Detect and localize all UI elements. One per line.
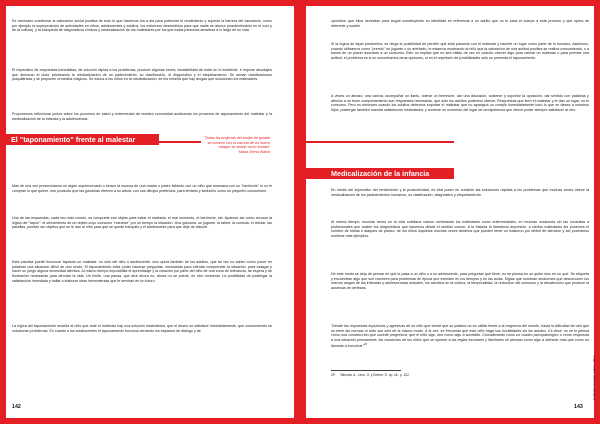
footnote-reference: 29: [363, 342, 367, 346]
left-paragraph-2: El imperativo de respuestas inmediatas, de solución rápida a los problemas, produce algunas veces, inestabilidad de estar en el ambiente, e impone abordajes que demoran el dolor priorizando la medicalización de un padecimiento, su clasificación, el diagnóstico y el etiquetamiento. Se arman clasificaciones psiquiátricas y se proponen remedios mágicos. Se educa a los niños en la medicalización, se les enseña que hay drogas que solucionan los malestares.: [12, 68, 272, 82]
left-page: [6, 6, 294, 418]
side-running-title: Cuidados en juego, salud y niñez: [592, 355, 596, 400]
page-number-left: 142: [12, 404, 21, 410]
left-paragraph-4: Más de una vez presenciamos en algún supermercado o kiosco la escena de una madre o padre lidiando con un niño que amenaza con un "berrinche" si no le compran lo que quiere, ese producto que las góndolas ofrecen a su altura, con sus dibujos preferidos, para tentarlo y seducirlo como un pequeño consumidor.: [12, 184, 272, 193]
left-paragraph-7: La lógica del taponamiento enseña al niño que ante el malestar hay una solución instantánea, que el deseo se satisface inmediatamente, que consumiendo se solucionan problemas. En cuanto a los adolescentes el taponamiento funciona cerrando los espacios de diálogo y de: [12, 324, 272, 333]
section-heading-taponamiento: El "taponamiento" frente al malestar: [6, 134, 159, 145]
footnote-divider: [331, 370, 401, 371]
pull-quote: [200, 136, 270, 154]
left-paragraph-1: Es necesario cuestionar la valoración social positiva de todo lo que hacemos día a día para potenciar el rendimiento y superar la barrera del cansancio, como por ejemplo la superposición de actividades en niños, adolescentes y adultos, los esfuerzos desmedidos para que nadie se aburra (manteniéndolo en el ocio y de la cultura), y la búsqueda de diagnósticos clínicos y medicalización de los malestares por los que todas personas atraviesa a lo largo de su vida.: [12, 19, 272, 33]
footnote-number: 29: [331, 373, 335, 377]
section-heading-rule-right: [306, 141, 454, 143]
right-paragraph-2: Si la lógica de tapar predomina, se niega la posibilidad de percibir qué está pasando con el malestar y hacerle un lugar como parte de lo humano. Asimismo, cuando utilizamos como "premio" un juguete o un artefacto, le estamos mostrando al niño que la valoración de una actitud positiva se realiza consumiendo, o a través de un placer asociado a un consumo. Esto no implica que no sea válido de vez en cuando ofrecer algo para calmar un malestar o para premiar una actitud, el problema es si no encontramos otras opciones, si en el repertorio de posibilidades sólo se presenta el taponamiento.: [331, 42, 589, 61]
pull-quote-author: María Elena Walsh: [238, 149, 270, 154]
right-paragraph-4: En medio del imperativo del rendimiento y la productividad, es vital poner en cuestión las soluciones rápidas a los problemas que muchas veces ofrece la medicalización de los padecimientos humanos, su clasificación, diagnóstico y etiquetamiento.: [331, 188, 589, 197]
right-paragraph-5: Al mismo tiempo, muchas veces en la vida cotidiana vamos nombrando los malestares como enfermedades, en muchas ocasiones sin las consultas a profesionales que avalen los diagnósticos que hacemos desde el sentido común. A la tristeza la llamamos depresión, a ciertos malestares les ponemos el nombre de fobias o ataques de pánico, de los niños inquietos muchas veces decimos que pueden tener un trastorno por déficit de atención y así podríamos nombrar más ejemplos.: [331, 220, 589, 239]
left-paragraph-3: Proponemos reflexionar juntos sobre los procesos de salud y enfermedad de nuestra comunidad analizando los procesos de taponamiento del malestar y la medicalización de la infancia y la adolescencia.: [12, 112, 272, 121]
right-page: [306, 6, 594, 418]
pull-quote-text: "Todas las brujerías del brujito de guiddo se curaron con la vacuna de un nuevo milagro se acabo como tocaba": [203, 136, 270, 150]
footnote-text: Taborda, A., Leoz, G. y Dreher, G. op. cit., p. 102.: [340, 373, 410, 377]
right-quote-text: "Desde las respuestas impulsivas y agresivas de un niño que siente que su palabra no es válida frente a la exigencia del mundo, hasta la dificultad de otro que no tiene las normas ni todo son sólo de la mismo modo. A la vez, se frecuenta que este niño haga sus hostilidades sin los adultos. Es decir, no se le piensa como una construcción que sucede progresiva, que el niño sigo, otro como algo a sucedido. Considerando como un cuadro psicopatológico o como respuesta a una situación permanente, las conductas de los niños que se oponen a las reglas escolares y familiares se piensan como algo a silenciar más que como un llamado a escuchar": [331, 324, 589, 349]
right-quote-paragraph: [331, 324, 589, 349]
right-paragraph-3: A veces un abrazo, una caricia, acompañar un llanto, tolerar un berrinche, dar una discusión, sostener y soportar la oposición, dar sentido con palabras y afectos a un buen comportamiento son respuestas necesarias, que sólo los adultos podemos ofrecer. Respuestas que leen el malestar y le dan un lugar, no el consumo. Pero es entonces cuando los adultos debemos soportar el malestar que no apacigua un cumplir inmediatamente todo lo que se desea a nuestros hijos, postergar también nuestra satisfacción instantánea, y correrse un momento del lugar de omnipotencia que ofrece poder siempre satisfacer al otro.: [331, 94, 589, 113]
section-heading-medicalizacion: Medicalización de la infancia: [306, 168, 454, 179]
page-number-right: 143: [574, 404, 583, 410]
left-paragraph-6: Esta práctica puede funcionar tapando un malestar, no sólo del niño o adolescente, sino quizá también de los adultos, que tal vez no saben cómo poner en palabras una situación difícil de otro modo. El taponamiento evita poder hacerse preguntas, necesarias para intentar comprender la situación, para indagar y hacer un juego alguna necesidad afectiva. Al mismo tiempo imposibilita el aprendizaje y la creación por parte del niño de una zona de tolerancia, de espera y de frustración necesarias para afrontar la vida. Un límite, una pausa, que dice ahora no, ahora no se puede, en otro momento. La posibilidad de postergar la satisfacción inmediata y hallar o elaborar otras herramientas que le servirán en un futuro.: [12, 260, 272, 283]
section-heading-rule: [159, 141, 201, 143]
left-paragraph-5: Una de las respuestas, cada vez más común, es comprarle ese objeto para evitar el malestar, el mal momento, el berrinche, etc. Aparece así como recurso la lógica del "tapón": el ofrecimiento de un objeto cuyo consumo "resuelve" por un tiempo la situación. Una golosina, un juguete, la tablet, la consola, el celular, las pastillas, pueden ser objetos que se le dan al niño para que se quede tranquilo y el adolescente para que deje de discutir.: [12, 216, 272, 230]
footnote: [331, 373, 410, 377]
right-paragraph-1: oposición que ellos necesitan para seguir construyendo su identidad en referencia a un adulto que no le saca el cuerpo a este proceso y que opera de referente y sostén.: [331, 19, 589, 28]
right-paragraph-6: De este modo se deja de pensar en qué le pasa a un niño o a un adolescente, para preguntar qué tiene; no se piensa en un quién sino en un qué. Se etiqueta y encuentran algo que son nombres para problemas de época que exceden en los tiempos y en las aulas. Siglas que nombran síndromes que desconocen los nuevos rasgos de las infancias y adolescencias actuales, los cambios en la cultura, la temporalidad, la reducción del consumo y la desatención que produce la ausencia de certezas.: [331, 272, 589, 291]
